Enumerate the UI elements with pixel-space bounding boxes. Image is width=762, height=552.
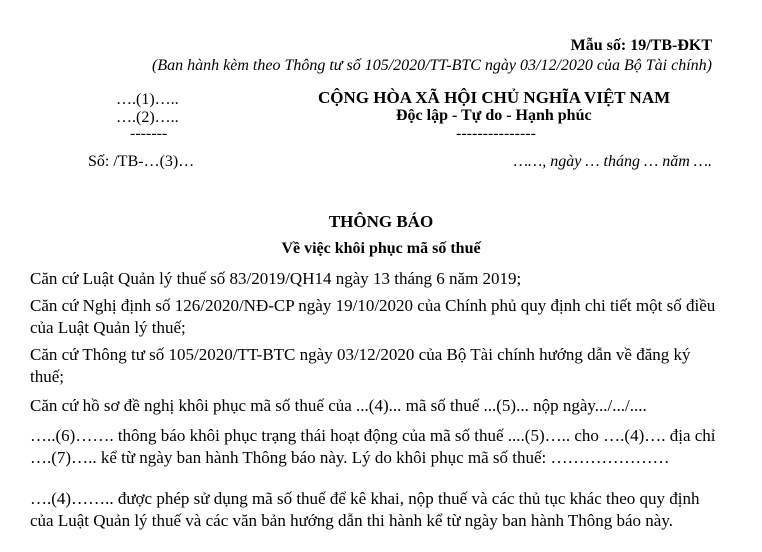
issuance-note: (Ban hành kèm theo Thông tư số 105/2020/TT-BTC ngày 03/12/2020 của Bộ Tài chính) <box>152 57 712 74</box>
form-number: Mẫu số: 19/TB-ĐKT <box>570 37 712 54</box>
document-subtitle: Về việc khôi phục mã số thuế <box>281 240 481 257</box>
date-line: ……, ngày … tháng … năm …. <box>513 153 712 170</box>
national-title: CỘNG HÒA XÃ HỘI CHỦ NGHĨA VIỆT NAM <box>318 88 671 107</box>
paragraph-legal-basis-2: Căn cứ Nghị định số 126/2020/NĐ-CP ngày 19/10/2020 của Chính phủ quy định chi tiết một số điều của Luật Quản lý thuế; <box>30 296 716 337</box>
motto-divider: --------------- <box>456 125 536 142</box>
issuer-line-1: ….(1)….. <box>116 91 179 108</box>
issuer-divider: ------- <box>130 125 168 142</box>
paragraph-legal-basis-3: Căn cứ Thông tư số 105/2020/TT-BTC ngày 03/12/2020 của Bộ Tài chính hướng dẫn về đăng ký thuế; <box>30 345 691 386</box>
paragraph-dossier: Căn cứ hồ sơ đề nghị khôi phục mã số thuế của ...(4)... mã số thuế ...(5)... nộp ngày.../.../.... <box>30 396 647 415</box>
paragraph-notice: …..(6)……. thông báo khôi phục trạng thái hoạt động của mã số thuế ....(5)….. cho ….(4)…. địa chỉ ….(7)….. kể từ ngày ban hành Thông báo này. Lý do khôi phục mã số thuế: ………………… <box>30 426 716 467</box>
document-title: THÔNG BÁO <box>328 212 434 231</box>
issuer-line-2: ….(2)….. <box>116 109 179 126</box>
national-motto: Độc lập - Tự do - Hạnh phúc <box>396 107 592 124</box>
paragraph-permission: ….(4)…….. được phép sử dụng mã số thuế để kê khai, nộp thuế và các thủ tục khác theo quy định của Luật Quản lý thuế và các văn bản hướng dẫn thi hành kể từ ngày ban hành Thông báo này. <box>30 489 700 530</box>
document-number: Số: /TB-…(3)… <box>88 153 195 170</box>
paragraph-legal-basis-1: Căn cứ Luật Quản lý thuế số 83/2019/QH14 ngày 13 tháng 6 năm 2019; <box>30 269 522 288</box>
